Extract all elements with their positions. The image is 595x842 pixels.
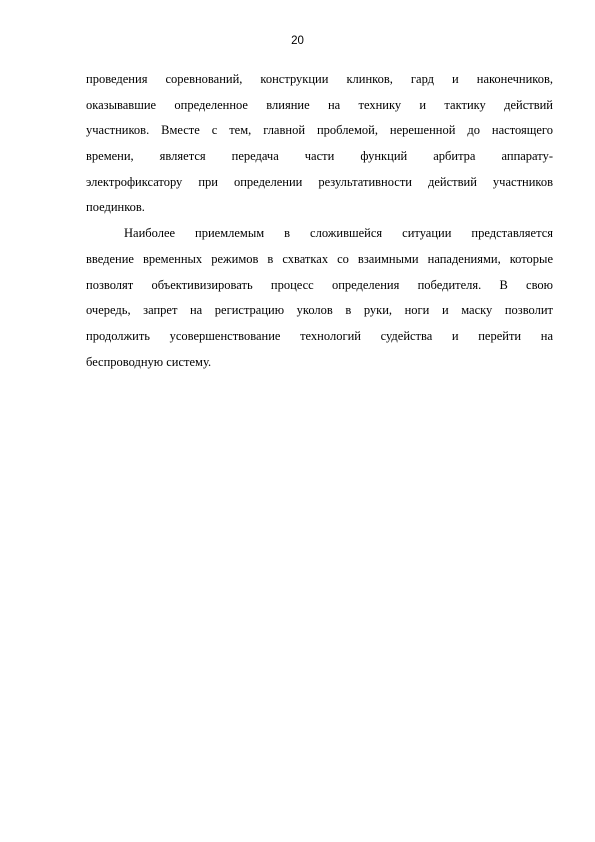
text-line: участников. Вместе с тем, главной проблемой, нерешенной до настоящего: [86, 123, 553, 138]
page-number: 20: [291, 35, 304, 47]
text-line: Наиболее приемлемым в сложившейся ситуации представляется: [124, 226, 553, 241]
text-line: времени, является передача части функций арбитра аппарату-: [86, 149, 553, 164]
paragraph-1: [86, 67, 553, 221]
paragraph-2: [86, 221, 553, 375]
text-line: проведения соревнований, конструкции клинков, гард и наконечников,: [86, 72, 553, 86]
text-line: очередь, запрет на регистрацию уколов в руки, ноги и маску позволит: [86, 303, 553, 318]
text-line: беспроводную систему.: [86, 354, 212, 369]
text-line: продолжить усовершенствование технологий судейства и перейти на: [86, 328, 553, 343]
text-line: оказывавшие определенное влияние на технику и тактику действий: [86, 97, 553, 112]
text-line: поединков.: [86, 200, 145, 215]
text-line: электрофиксатору при определении результативности действий участников: [86, 174, 553, 189]
text-line: позволят объективизировать процесс определения победителя. В свою: [86, 277, 553, 292]
text-line: введение временных режимов в схватках со взаимными нападениями, которые: [86, 251, 553, 266]
document-body: [86, 67, 553, 375]
